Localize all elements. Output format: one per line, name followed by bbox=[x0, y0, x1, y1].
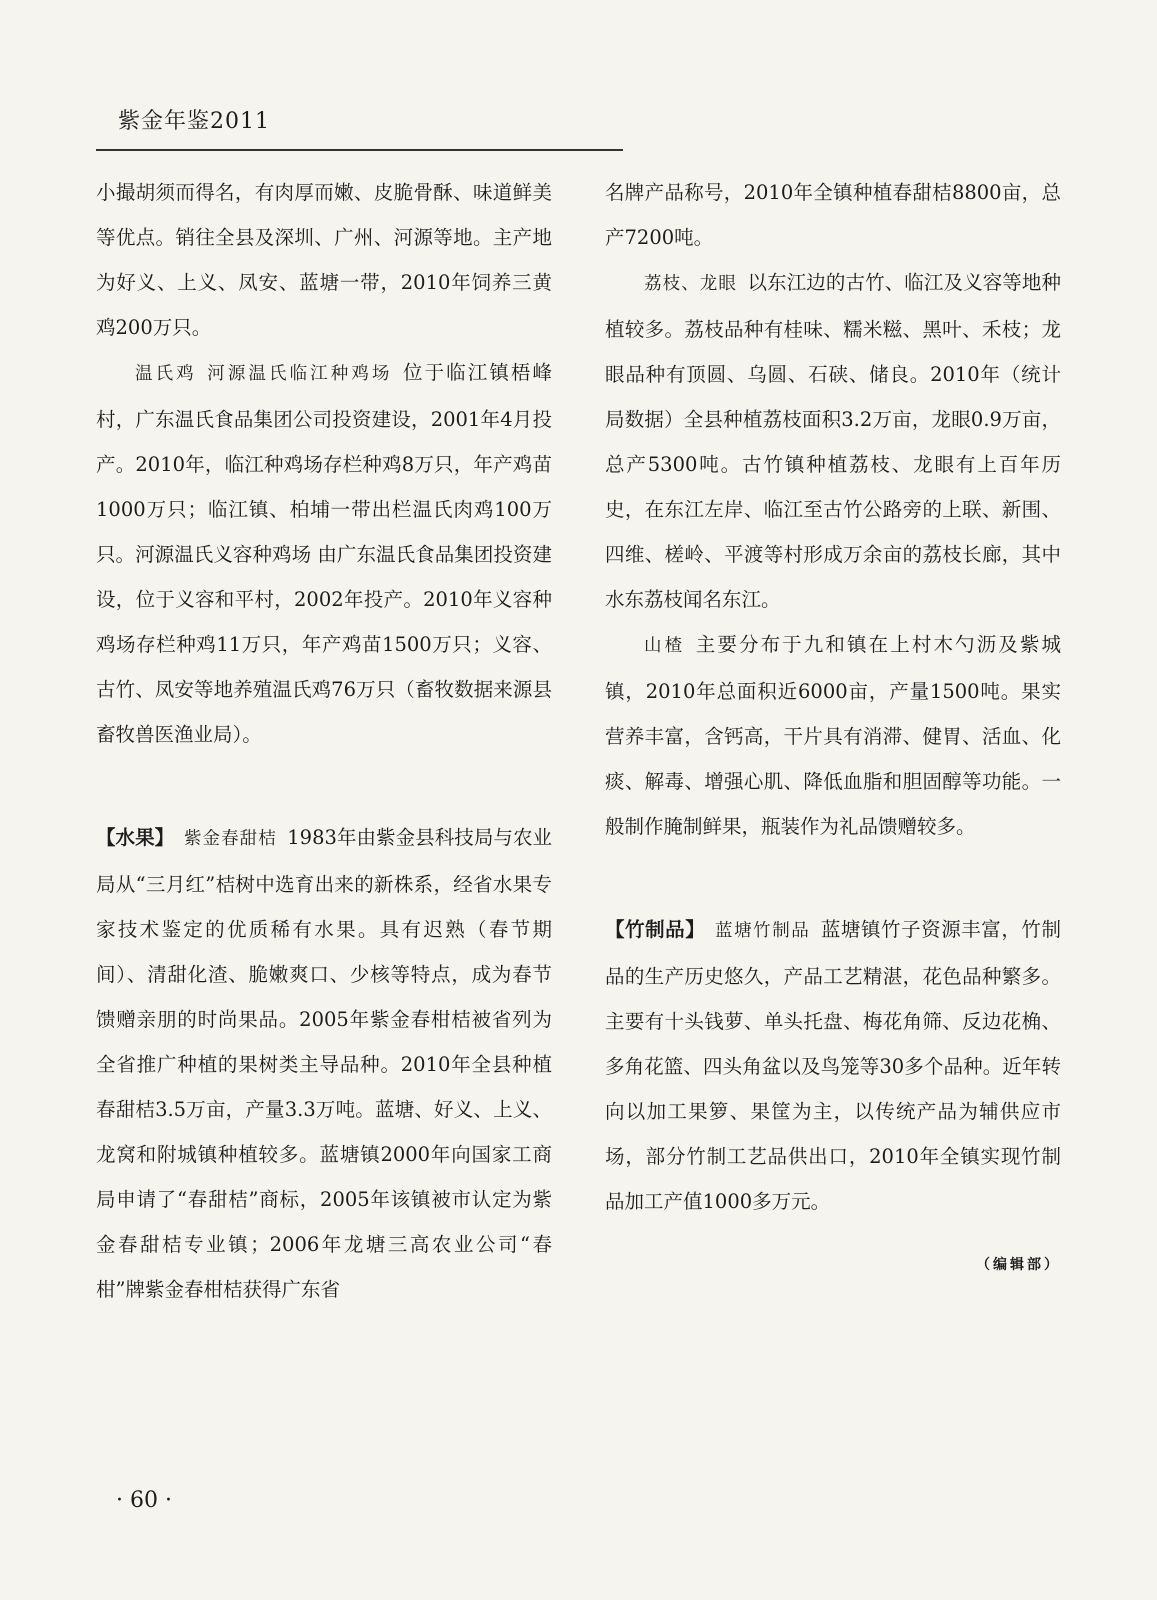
paragraph-text: 1983年由紫金县科技局与农业局从“三月红”桔树中选育出来的新株系，经省水果专家技术鉴定的优质稀有水果。具有迟熟（春节期间）、清甜化渣、脆嫩爽口、少核等特点，成为春节馈赠亲朋的时尚果品。2005年紫金春柑桔被省列为全省推广种植的果树类主导品种。2010年全县种植春甜桔3.5万亩，产量3.3万吨。蓝塘、好义、上义、龙窝和附城镇种植较多。蓝塘镇2000年向国家工商局申请了“春甜桔”商标，2005年该镇被市认定为紫金春甜桔专业镇；2006年龙塘三高农业公司“春柑”牌紫金春柑桔获得广东省 bbox=[96, 826, 552, 1301]
paragraph-text: 蓝塘镇竹子资源丰富，竹制品的生产历史悠久，产品工艺精湛，花色品种繁多。主要有十头钱萝、单头托盘、梅花角筛、反边花桷、多角花篮、四头角盆以及鸟笼等30多个品种。近年转向以加工果箩、果筐为主，以传统产品为辅供应市场，部分竹制工艺品供出口，2010年全镇实现竹制品加工产值1000多万元。 bbox=[605, 918, 1061, 1213]
left-column bbox=[96, 170, 552, 1312]
entry-subkeyword: 河源温氏临江种鸡场 bbox=[207, 364, 393, 384]
right-column bbox=[605, 170, 1061, 1224]
paragraph-text: 小撮胡须而得名，有肉厚而嫩、皮脆骨酥、味道鲜美等优点。销往全县及深圳、广州、河源等地。主产地为好义、上义、凤安、蓝塘一带，2010年饲养三黄鸡200万只。 bbox=[96, 181, 552, 339]
entry-keyword: 温氏鸡 bbox=[135, 364, 197, 384]
paragraph-sanhuang-chicken bbox=[96, 170, 552, 350]
paragraph-text: 主要分布于九和镇在上村木勺沥及紫城镇，2010年总面积近6000亩，产量1500吨。果实营养丰富，含钙高，干片具有消滞、健胃、活血、化痰、解毒、增强心肌、降低血脂和胆固醇等功能。一般制作腌制鲜果，瓶装作为礼品馈赠较多。 bbox=[605, 633, 1061, 838]
paragraph-fruit-continued bbox=[605, 170, 1061, 260]
entry-keyword: 蓝塘竹制品 bbox=[715, 921, 811, 941]
paragraph-text: 名牌产品称号，2010年全镇种植春甜桔8800亩，总产7200吨。 bbox=[605, 181, 1061, 249]
paragraph-hawthorn bbox=[605, 622, 1061, 849]
entry-keyword: 荔枝、龙眼 bbox=[644, 274, 737, 294]
paragraph-wens-chicken bbox=[96, 350, 552, 757]
entry-keyword: 紫金春甜桔 bbox=[183, 829, 277, 849]
header-rule bbox=[96, 149, 623, 151]
category-heading: 【竹制品】 bbox=[605, 918, 706, 941]
editor-credit: （编辑部） bbox=[976, 1257, 1061, 1273]
paragraph-fruit bbox=[96, 815, 552, 1312]
running-head: 紫金年鉴2011 bbox=[118, 109, 270, 134]
paragraph-text: 以东江边的古竹、临江及义容等地种植较多。荔枝品种有桂味、糯米糍、黑叶、禾枝；龙眼品种有顶圆、乌圆、石硖、储良。2010年（统计局数据）全县种植荔枝面积3.2万亩，龙眼0.9万亩，总产5300吨。古竹镇种植荔枝、龙眼有上百年历史，在东江左岸、临江至古竹公路旁的上联、新围、四维、槎岭、平渡等村形成万余亩的荔枝长廊，其中水东荔枝闻名东江。 bbox=[605, 271, 1061, 611]
entry-keyword: 山楂 bbox=[644, 636, 686, 656]
category-heading: 【水果】 bbox=[96, 826, 175, 849]
paragraph-bamboo bbox=[605, 907, 1061, 1224]
page-number: · 60 · bbox=[116, 1488, 172, 1513]
paragraph-lychee-longan bbox=[605, 260, 1061, 622]
paragraph-text: 位于临江镇梧峰村，广东温氏食品集团公司投资建设，2001年4月投产。2010年，临江种鸡场存栏种鸡8万只，年产鸡苗1000万只；临江镇、柏埔一带出栏温氏肉鸡100万只。河源温氏义容种鸡场 由广东温氏食品集团投资建设，位于义容和平村，2002年投产。2010年义容种鸡场存栏种鸡11万只，年产鸡苗1500万只；义容、古竹、凤安等地养殖温氏鸡76万只（畜牧数据来源县畜牧兽医渔业局）。 bbox=[96, 361, 552, 746]
